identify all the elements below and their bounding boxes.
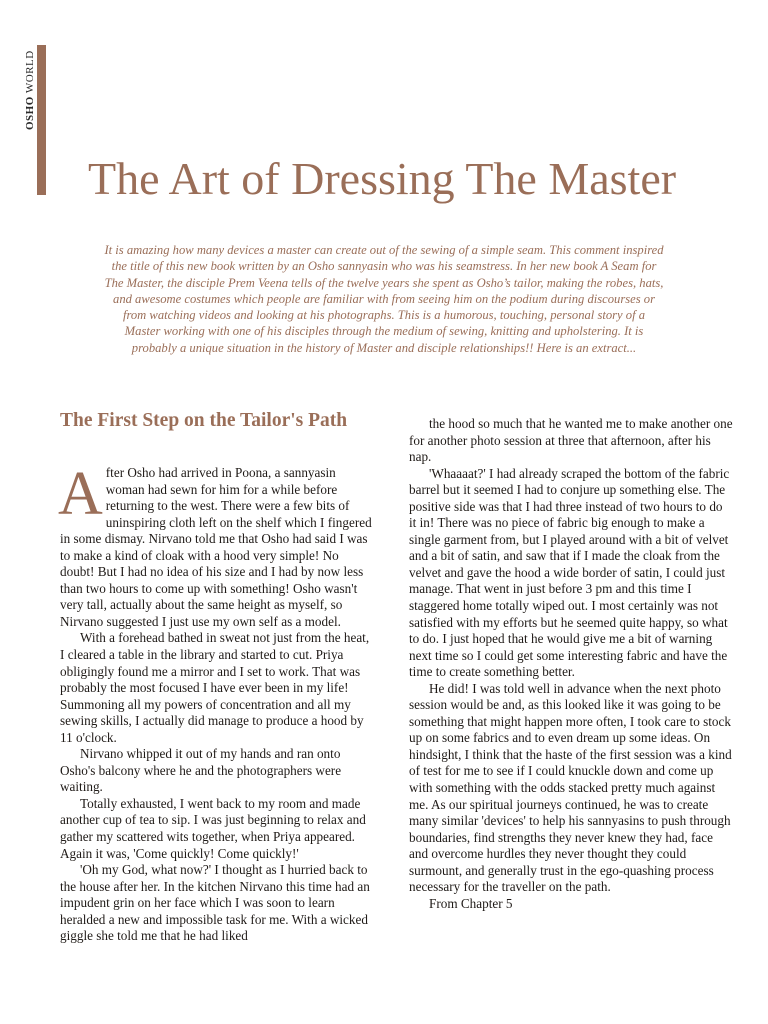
article-intro: It is amazing how many devices a master can create out of the sewing of a simple seam. This comment inspired the title of this new book written by an Osho sannyasin who was his seamstress. In her new book A Seam for The Master, the disciple Prem Veena tells of the twelve years she spent as Osho’s tailor, making the robes, hats, and awesome costumes which people are familiar with from seeing him on the podium during discourses or from watching videos and looking at his photographs. This is a humorous, touching, personal story of a Master working with one of his disciples through the medium of sewing, knitting and upholstering. It is probably a unique situation in the history of Master and disciple relationships!! Here is an extract... [104, 243, 664, 355]
section-label-rest: WORLD [24, 50, 36, 94]
section-label-bold: OSHO [24, 96, 36, 130]
article-left-column [58, 460, 372, 945]
section-label [24, 50, 36, 130]
article-paragraph: Nirvano whipped it out of my hands and ran onto Osho's balcony where he and the photographers were waiting. [60, 746, 342, 795]
article-paragraph: Totally exhausted, I went back to my room and made another cup of tea to sip. I was just beginning to relax and gather my scattered wits together, when Priya appeared. Again it was, 'Come quickly! Come quickly!' [60, 795, 366, 861]
article-subheading: The First Step on the Tailor's Path [60, 410, 348, 431]
article-paragraph [58, 460, 372, 630]
article-paragraph: 'Oh my God, what now?' I thought as I hurried back to the house after her. In the kitchen Nirvano this time had an impudent grin on her face which I was soon to learn heralded a new and impossible task for me. With a wicked giggle she told me that he had liked [60, 862, 370, 944]
article-paragraph: He did! I was told well in advance when the next photo session would be and, as this looked like it was going to be something that might happen more often, I took care to stock up on some fabrics and to even dream up some ideas. On hindsight, I think that the haste of the first session was a kind of test for me to see if I could knuckle down and come up with something with the odds stacked pretty much against me. As our spiritual journeys continued, he was to create many similar 'devices' to help his sannyasins to push through boundaries, find strengths they never knew they had, face and overcome hurdles they never thought they could surmount, and generally trust in the ego-quashing process necessary for the traveller on the path. [409, 680, 732, 895]
article-right-column [409, 416, 733, 912]
article-paragraph: 'Whaaaat?' I had already scraped the bottom of the fabric barrel but it seemed I had to conjure up something else. The positive side was that I had three instead of two hours to do it in! There was no piece of fabric big enough to make a single garment from, but I played around with a bit of velvet and a bit of satin, and saw that if I made the cloak from the velvet and gave the hood a wide border of satin, I could just manage. That went in just before 3 pm and this time I staggered home totally wiped out. I most certainly was not satisfied with my efforts but he seemed quite happy, so what to do. I just hoped that he would give me a bit of warning next time so I could get some interesting fabric and have the time to create something better. [409, 465, 730, 680]
article-title: The Art of Dressing The Master [88, 153, 677, 204]
article-source: From Chapter 5 [429, 895, 513, 911]
section-accent-bar [37, 45, 46, 195]
paragraph-text: fter Osho had arrived in Poona, a sannyasin woman had sewn for him for a while before returning to the west. There were a few bits of uninspiring cloth left on the shelf which I fingered in some dismay. Nirvano told me that Osho had said I was to make a kind of cloak with a hood very simple! No doubt! But I had no idea of his size and I had by now less than two hours to come up with something! Osho wasn't very tall, actually about the same height as myself, so Nirvano suggested I just use my own self as a model. [60, 465, 372, 629]
article-paragraph: With a forehead bathed in sweat not just from the heat, I cleared a table in the library and started to cut. Priya obligingly found me a mirror and I set to work. That was probably the most focused I have ever been in my life! Summoning all my powers of concentration and all my sewing skills, I actually did manage to produce a hood by 11 o'clock. [60, 630, 370, 745]
drop-cap: A [58, 460, 103, 528]
article-paragraph-continuation: the hood so much that he wanted me to make another one for another photo session at three that afternoon, after his nap. [409, 416, 733, 465]
